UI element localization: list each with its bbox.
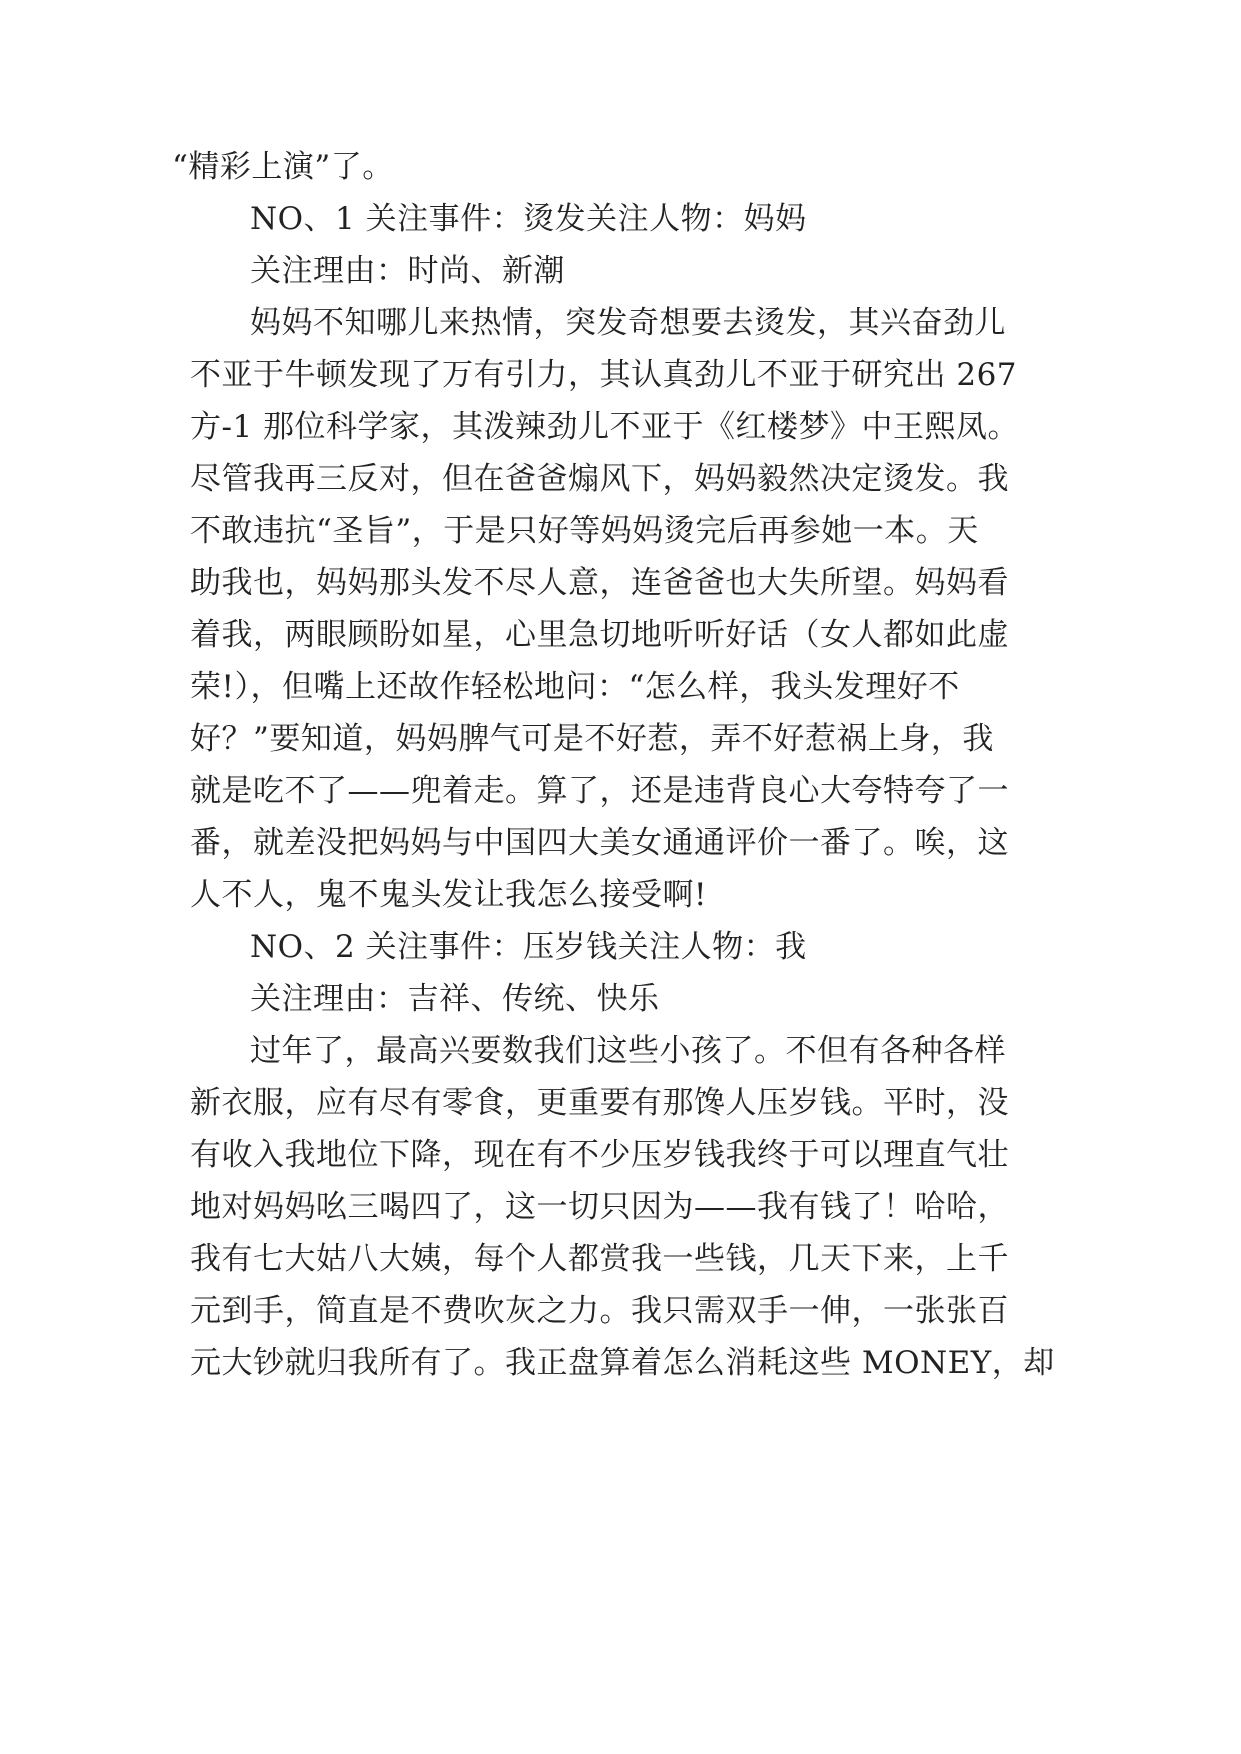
paragraph-line-text: 人不人，鬼不鬼头发让我怎么接受啊!	[190, 877, 707, 913]
section-reason-text: 关注理由：吉祥、传统、快乐	[250, 981, 660, 1017]
paragraph-line-text: 着我，两眼顾盼如星，心里急切地听听好话（女人都如此虚	[190, 617, 1009, 653]
text-line	[0, 138, 1241, 196]
paragraph-line	[0, 710, 1241, 768]
section-reason	[0, 970, 1241, 1028]
text-line-content: “精彩上演”了。	[172, 149, 394, 185]
paragraph-line-text: 荣!），但嘴上还故作轻松地问：“怎么样，我头发理好不	[190, 669, 960, 705]
paragraph-line	[0, 1074, 1241, 1132]
paragraph-line	[0, 502, 1241, 560]
section-heading-text: NO、2 关注事件：压岁钱关注人物：我	[250, 929, 807, 965]
paragraph-line	[0, 606, 1241, 664]
section-heading	[0, 918, 1241, 976]
paragraph-line	[0, 1282, 1241, 1340]
paragraph-line-text: 尽管我再三反对，但在爸爸煽风下，妈妈毅然决定烫发。我	[190, 461, 1009, 497]
paragraph-line	[0, 398, 1241, 456]
paragraph-line-text: 我有七大姑八大姨，每个人都赏我一些钱，几天下来，上千	[190, 1241, 1009, 1277]
paragraph-line-text: 方-1 那位科学家，其泼辣劲儿不亚于《红楼梦》中王熙凤。	[190, 409, 1020, 445]
section-reason-text: 关注理由：时尚、新潮	[250, 253, 565, 289]
paragraph-line	[0, 1022, 1241, 1080]
paragraph-line-text: 不亚于牛顿发现了万有引力，其认真劲儿不亚于研究出 267	[190, 357, 1018, 393]
paragraph-line	[0, 346, 1241, 404]
paragraph-line	[0, 866, 1241, 924]
paragraph-line	[0, 450, 1241, 508]
paragraph-line-text: 元大钞就归我所有了。我正盘算着怎么消耗这些 MONEY，却	[190, 1345, 1055, 1381]
section-heading-text: NO、1 关注事件：烫发关注人物：妈妈	[250, 201, 807, 237]
paragraph-line-text: 元到手，简直是不费吹灰之力。我只需双手一伸，一张张百	[190, 1293, 1009, 1329]
section-heading	[0, 190, 1241, 248]
paragraph-line	[0, 554, 1241, 612]
paragraph-line-text: 就是吃不了——兜着走。算了，还是违背良心大夸特夸了一	[190, 773, 1009, 809]
paragraph-line-text: 助我也，妈妈那头发不尽人意，连爸爸也大失所望。妈妈看	[190, 565, 1009, 601]
paragraph-line	[0, 762, 1241, 820]
paragraph-line-text: 地对妈妈吆三喝四了，这一切只因为——我有钱了！哈哈，	[190, 1189, 1009, 1225]
paragraph-line-text: 番，就差没把妈妈与中国四大美女通通评价一番了。唉，这	[190, 825, 1009, 861]
paragraph-line-text: 新衣服，应有尽有零食，更重要有那馋人压岁钱。平时，没	[190, 1085, 1009, 1121]
paragraph-line-text: 有收入我地位下降，现在有不少压岁钱我终于可以理直气壮	[190, 1137, 1009, 1173]
paragraph-line	[0, 1334, 1241, 1392]
paragraph-line	[0, 1178, 1241, 1236]
paragraph-line-text: 妈妈不知哪儿来热情，突发奇想要去烫发，其兴奋劲儿	[250, 305, 1006, 341]
paragraph-line	[0, 1126, 1241, 1184]
section-reason	[0, 242, 1241, 300]
paragraph-line	[0, 658, 1241, 716]
paragraph-line-text: 过年了，最高兴要数我们这些小孩了。不但有各种各样	[250, 1033, 1006, 1069]
paragraph-line	[0, 1230, 1241, 1288]
paragraph-line	[0, 814, 1241, 872]
paragraph-line-text: 不敢违抗“圣旨”，于是只好等妈妈烫完后再参她一本。天	[190, 513, 979, 549]
paragraph-line-text: 好？”要知道，妈妈脾气可是不好惹，弄不好惹祸上身，我	[190, 721, 994, 757]
paragraph-line	[0, 294, 1241, 352]
